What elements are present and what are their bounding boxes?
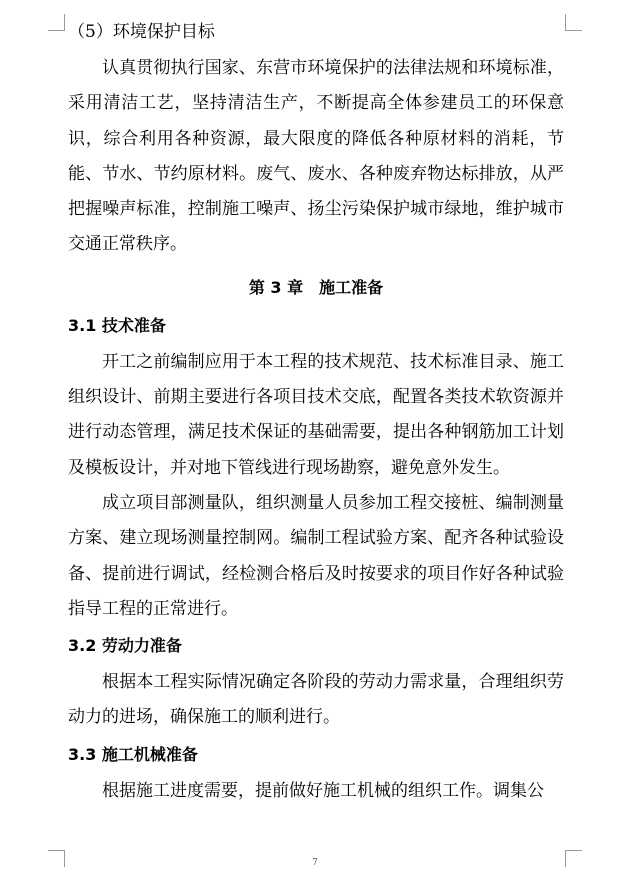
paragraph-tech-prep-1: 开工之前编制应用于本工程的技术规范、技术标准目录、施工组织设计、前期主要进行各项目技术交底，配置各类技术软资源并进行动态管理，满足技术保证的基础需要，提出各种钢筋加工计划及模板设计，并对地下管线进行现场勘察，避免意外发生。 [68, 351, 564, 478]
paragraph-machinery-prep: 根据施工进度需要，提前做好施工机械的组织工作。调集公 [102, 780, 544, 801]
page-number: 7 [312, 858, 318, 868]
paragraph-labor-prep: 根据本工程实际情况确定各阶段的劳动力需求量，合理组织劳动力的进场，确保施工的顺利进行。 [68, 672, 564, 728]
section-heading-tech-prep: 3.1 技术准备 [68, 315, 166, 335]
crop-mark-top-left [48, 14, 65, 31]
page-body [68, 18, 564, 809]
paragraph-tech-prep-2: 成立项目部测量队，组织测量人员参加工程交接桩、编制测量方案、建立现场测量控制网。编制工程试验方案、配齐各种试验设备、提前进行调试，经检测合格后及时按要求的项目作好各种试验指导工程的正常进行。 [68, 492, 564, 619]
subsection-heading-environment: （5）环境保护目标 [68, 22, 215, 42]
chapter-title: 第 3 章 施工准备 [248, 277, 384, 297]
paragraph-environment-goals: 认真贯彻执行国家、东营市环境保护的法律法规和环境标准，采用清洁工艺，坚持清洁生产，不断提高全体参建员工的环保意识，综合利用各种资源，最大限度的降低各种原材料的消耗，节能、节水、节约原材料。废气、废水、各种废弃物达标排放，从严把握噪声标准，控制施工噪声、扬尘污染保护城市绿地，维护城市交通正常秩序。 [68, 58, 564, 255]
section-heading-labor-prep: 3.2 劳动力准备 [68, 636, 182, 656]
crop-mark-top-right [565, 14, 582, 31]
section-heading-machinery-prep: 3.3 施工机械准备 [68, 744, 198, 764]
